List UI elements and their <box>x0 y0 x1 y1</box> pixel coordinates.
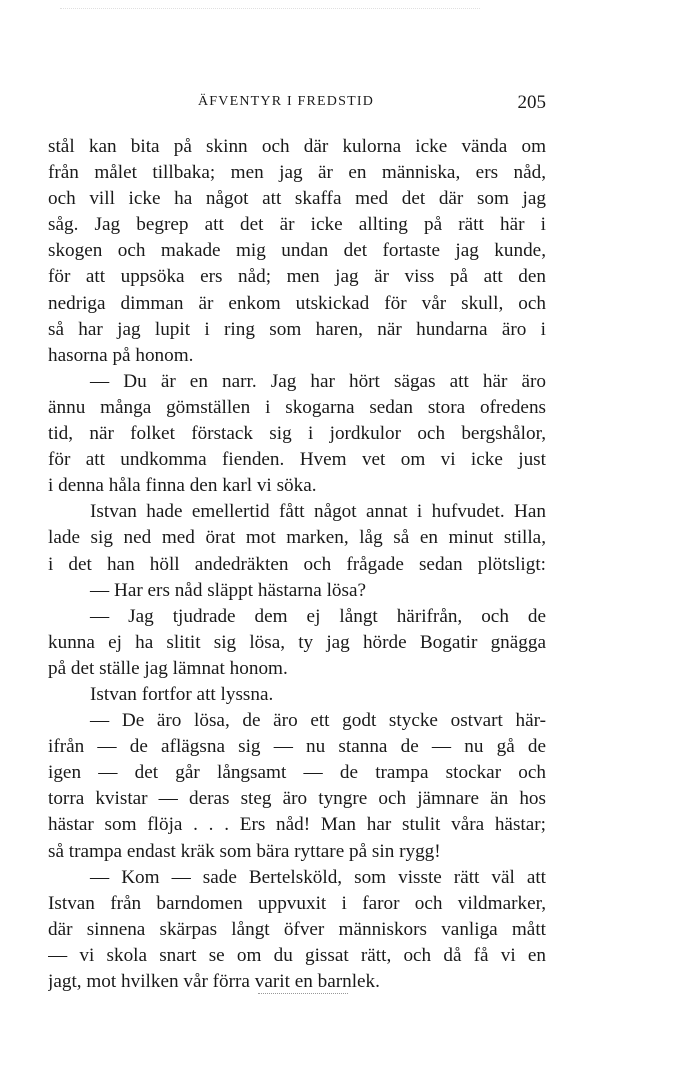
text-line: hasorna på honom. <box>48 344 194 366</box>
text-line: ännu många gömställen i skogarna sedan stora ofredens <box>48 396 546 418</box>
text-line: i det han höll andedräkten och frågade sedan plötsligt: <box>48 553 546 575</box>
text-line: så trampa endast kräk som bära ryttare på sin rygg! <box>48 840 441 862</box>
text-line: — vi skola snart se om du gissat rätt, och då få vi en <box>48 944 546 966</box>
text-line: för att undkomma fienden. Hvem vet om vi icke just <box>48 449 546 471</box>
text-line: lade sig ned med örat mot marken, låg så en minut stilla, <box>48 527 546 549</box>
text-line: Istvan från barndomen uppvuxit i faror och vildmarker, <box>48 892 546 914</box>
top-edge-marks <box>60 8 480 9</box>
text-line: — Har ers nåd släppt hästarna lösa? <box>90 579 366 601</box>
text-line: Istvan fortfor att lyssna. <box>90 683 274 705</box>
text-line: i denna håla finna den karl vi söka. <box>48 475 317 497</box>
text-line: — Jag tjudrade dem ej långt härifrån, och de <box>90 605 546 627</box>
text-line: hästar som flöja . . . Ers nåd! Man har stulit våra hästar; <box>48 814 546 836</box>
text-line: — Du är en narr. Jag har hört sägas att här äro <box>90 370 546 392</box>
text-line: igen — det går långsamt — de trampa stockar och <box>48 762 546 784</box>
text-line: så har jag lupit i ring som haren, när hundarna äro i <box>48 318 546 340</box>
footer-rule <box>258 993 348 994</box>
text-line: — Kom — sade Bertelsköld, som visste rätt väl att <box>90 866 546 888</box>
text-line: tid, när folket förstack sig i jordkulor och bergshålor, <box>48 423 546 445</box>
text-line: såg. Jag begrep att det är icke allting på rätt här i <box>48 214 546 236</box>
text-line: för att uppsöka ers nåd; men jag är viss på att den <box>48 266 546 288</box>
body-text <box>48 134 546 995</box>
page-number: 205 <box>517 92 546 113</box>
text-line: jagt, mot hvilken vår förra varit en barnlek. <box>48 971 380 992</box>
text-line: torra kvistar — deras steg äro tyngre och jämnare än hos <box>48 788 546 810</box>
text-line: på det ställe jag lämnat honom. <box>48 657 288 679</box>
text-line: från målet tillbaka; men jag är en människa, ers nåd, <box>48 162 546 184</box>
text-line: Istvan hade emellertid fått något annat i hufvudet. Han <box>90 501 546 523</box>
text-line: nedriga dimman är enkom utskickad för vår skull, och <box>48 292 546 314</box>
text-line: stål kan bita på skinn och där kulorna icke vända om <box>48 136 546 157</box>
text-line: och vill icke ha något att skaffa med det där som jag <box>48 188 546 210</box>
text-line: — De äro lösa, de äro ett godt stycke ostvart här- <box>90 710 546 732</box>
text-line: ifrån — de aflägsna sig — nu stanna de — nu gå de <box>48 736 546 758</box>
text-line: skogen och makade mig undan det fortaste jag kunde, <box>48 240 546 262</box>
page-header <box>48 92 546 116</box>
running-title: ÄFVENTYR I FREDSTID <box>198 94 375 109</box>
text-line: där sinnena skärpas långt öfver människors vanliga mått <box>48 918 546 940</box>
text-line: kunna ej ha slitit sig lösa, ty jag hörde Bogatir gnägga <box>48 631 546 653</box>
